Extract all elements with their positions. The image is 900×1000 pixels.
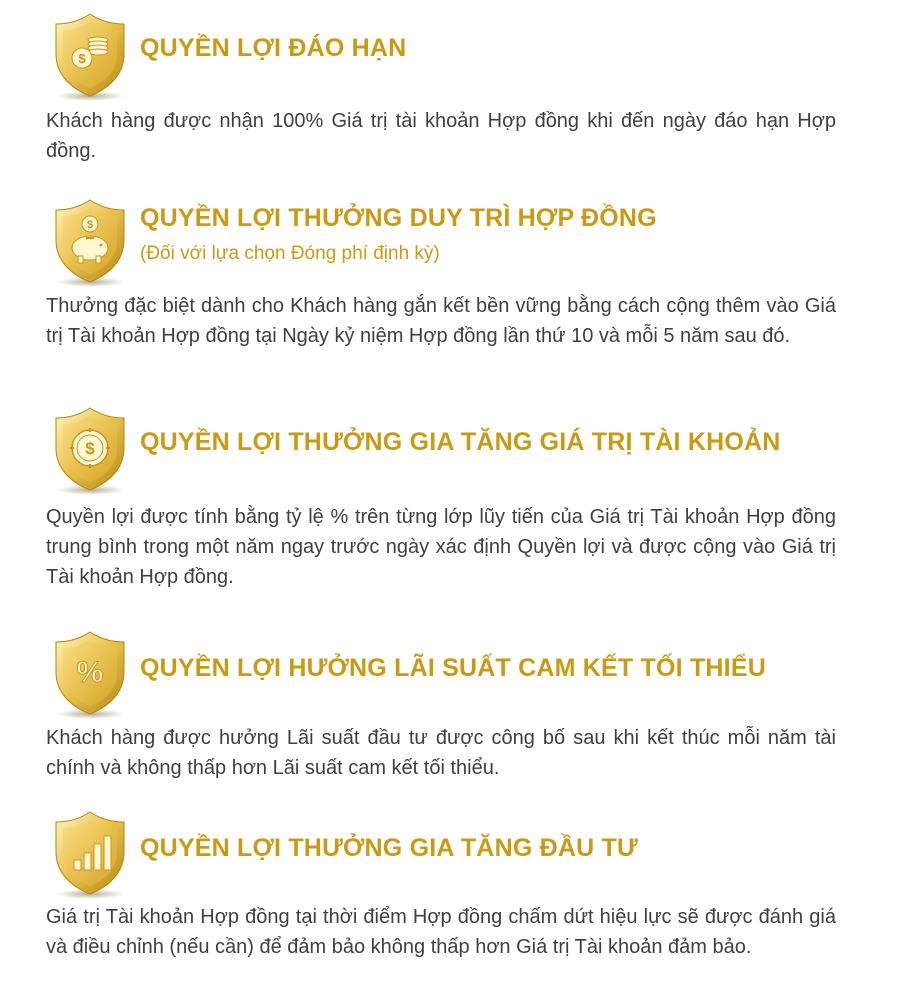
svg-text:%: %: [76, 656, 104, 689]
coins-shield-icon: [48, 10, 140, 102]
section-body: Quyền lợi được tính bằng tỷ lệ % trên từng lớp lũy tiến của Giá trị Tài khoản Hợp đồng trung bình trong một năm ngay trước ngày xác định Quyền lợi và được cộng vào Giá trị Tài khoản Hợp đồng.: [46, 506, 836, 588]
section-title: QUYỀN LỢI THƯỞNG DUY TRÌ HỢP ĐỒNG: [140, 204, 657, 232]
section-title: QUYỀN LỢI THƯỞNG GIA TĂNG GIÁ TRỊ TÀI KHOẢN: [140, 428, 781, 456]
dollar-coin-shield-icon: [48, 404, 140, 496]
section-body: Khách hàng được hưởng Lãi suất đầu tư được công bố sau khi kết thúc mỗi năm tài chính và không thấp hơn Lãi suất cam kết tối thiểu.: [46, 727, 836, 779]
section-title: QUYỀN LỢI HƯỞNG LÃI SUẤT CAM KẾT TỐI THIỂU: [140, 654, 766, 682]
svg-text:$: $: [78, 51, 86, 66]
percent-shield-icon: [48, 628, 140, 720]
svg-text:$: $: [86, 219, 94, 231]
section-subtitle: (Đối với lựa chọn Đóng phí định kỳ): [140, 243, 440, 264]
section-body: Giá trị Tài khoản Hợp đồng tại thời điểm Hợp đồng chấm dứt hiệu lực sẽ được đánh giá và điều chỉnh (nếu cần) để đảm bảo không thấp hơn Giá trị Tài khoản đảm bảo.: [46, 906, 836, 958]
bar-chart-shield-icon: [48, 808, 140, 900]
section-title: QUYỀN LỢI ĐÁO HẠN: [140, 34, 407, 62]
piggy-bank-shield-icon: [48, 196, 140, 288]
section-title: QUYỀN LỢI THƯỞNG GIA TĂNG ĐẦU TƯ: [140, 834, 638, 862]
section-body: Khách hàng được nhận 100% Giá trị tài khoản Hợp đồng khi đến ngày đáo hạn Hợp đồng.: [46, 110, 836, 162]
svg-text:$: $: [85, 439, 95, 458]
section-body: Thưởng đặc biệt dành cho Khách hàng gắn kết bền vững bằng cách cộng thêm vào Giá trị Tài khoản Hợp đồng tại Ngày kỷ niệm Hợp đồng lần thứ 10 và mỗi 5 năm sau đó.: [46, 295, 836, 347]
